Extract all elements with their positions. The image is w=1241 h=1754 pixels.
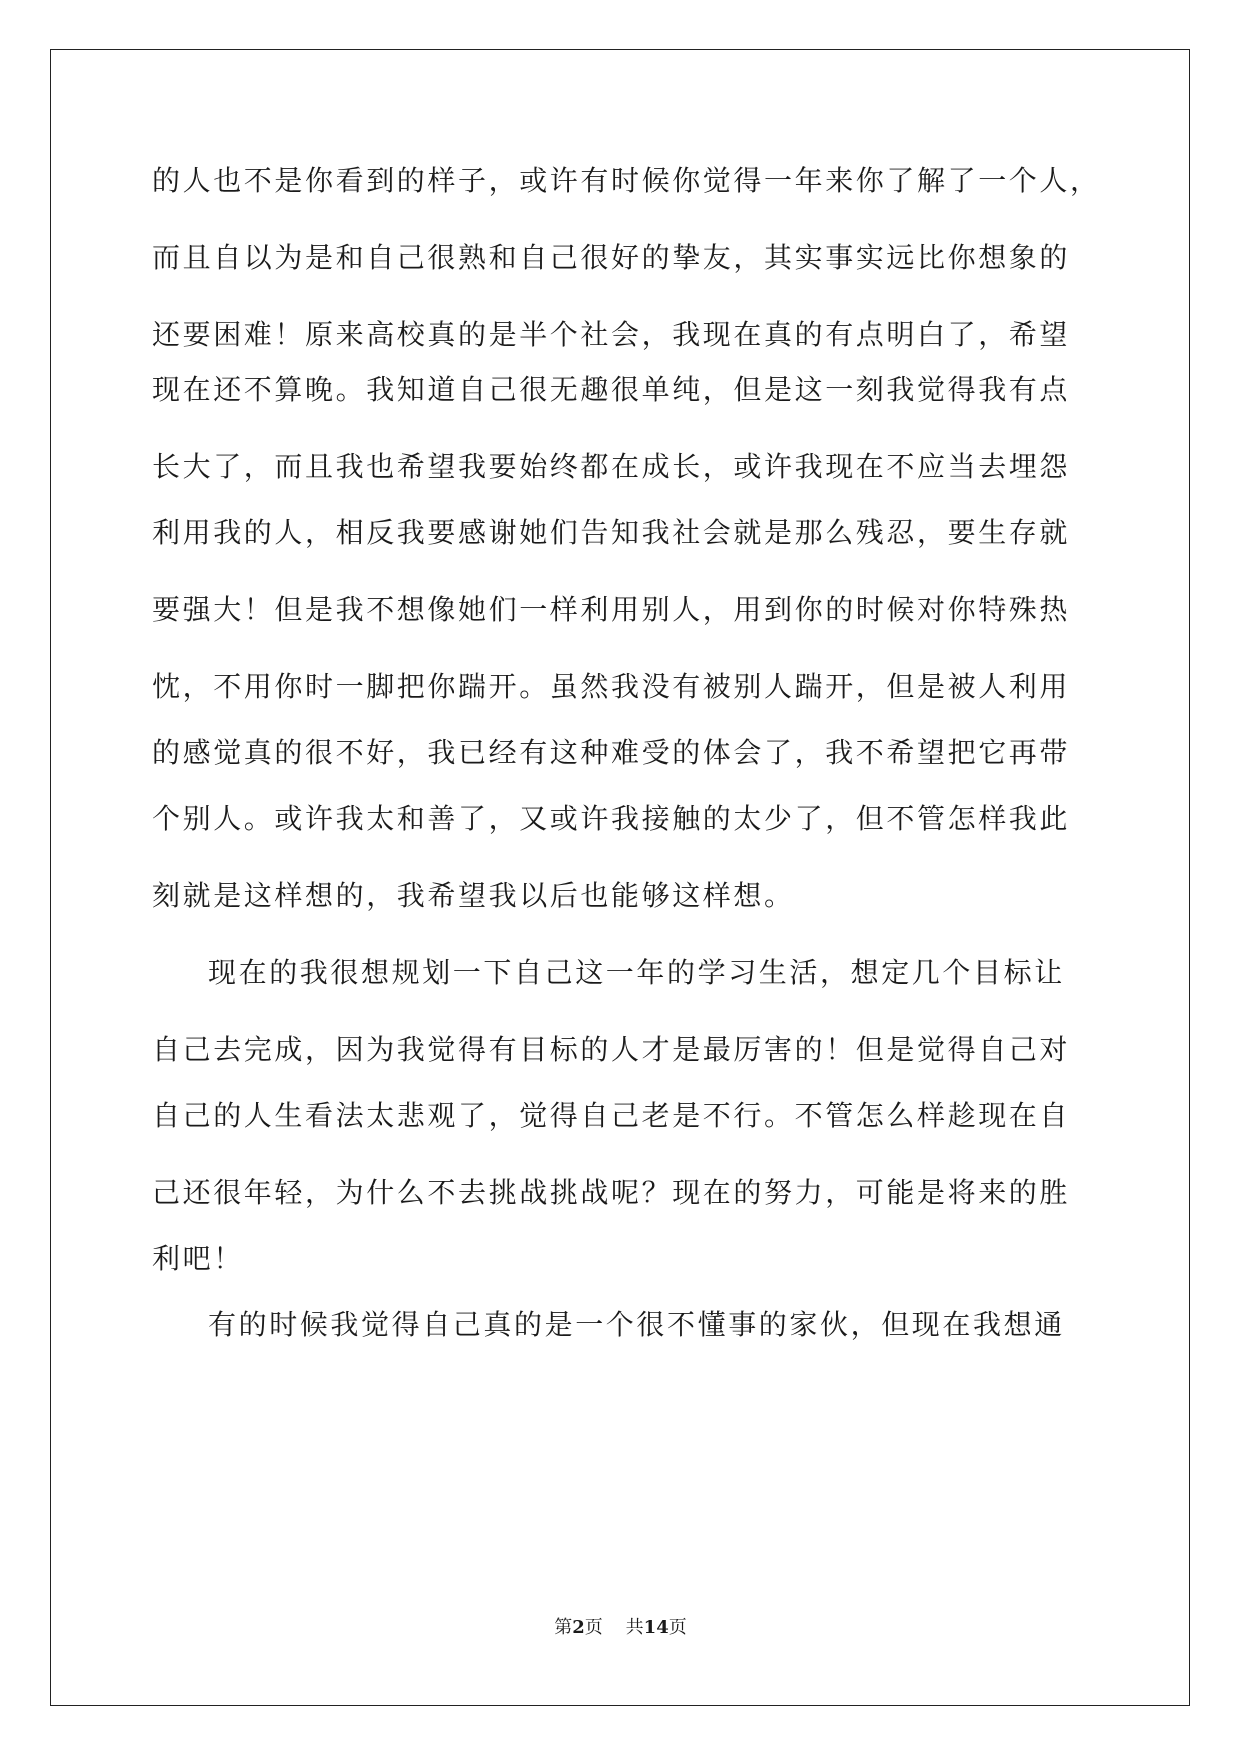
page-footer	[0, 1616, 1241, 1640]
text-line: 而且自以为是和自己很熟和自己很好的挚友，其实事实远比你想象的	[152, 241, 1071, 274]
text-line: 忱，不用你时一脚把你踹开。虽然我没有被别人踹开，但是被人利用	[152, 670, 1071, 703]
text-line: 长大了，而且我也希望我要始终都在成长，或许我现在不应当去埋怨	[152, 450, 1071, 483]
text-line: 己还很年轻，为什么不去挑战挑战呢？现在的努力，可能是将来的胜	[152, 1176, 1071, 1209]
text-line: 的人也不是你看到的样子，或许有时候你觉得一年来你了解了一个人，	[152, 164, 1101, 197]
total-suffix: 页	[668, 1617, 687, 1638]
text-line: 自己去完成，因为我觉得有目标的人才是最厉害的！但是觉得自己对	[152, 1033, 1071, 1066]
text-line: 刻就是这样想的，我希望我以后也能够这样想。	[152, 879, 795, 912]
page-number: 2	[572, 1617, 585, 1638]
text-line: 现在的我很想规划一下自己这一年的学习生活，想定几个目标让	[208, 956, 1065, 989]
text-line: 自己的人生看法太悲观了，觉得自己老是不行。不管怎么样趁现在自	[152, 1099, 1071, 1132]
total-pages: 14	[643, 1617, 669, 1638]
text-line: 现在还不算晚。我知道自己很无趣很单纯，但是这一刻我觉得我有点	[152, 373, 1071, 406]
text-line: 利用我的人，相反我要感谢她们告知我社会就是那么残忍，要生存就	[152, 516, 1071, 549]
text-line: 有的时候我觉得自己真的是一个很不懂事的家伙，但现在我想通	[208, 1308, 1065, 1341]
total-prefix: 共	[625, 1617, 644, 1638]
text-line: 利吧！	[152, 1242, 244, 1275]
text-line: 的感觉真的很不好，我已经有这种难受的体会了，我不希望把它再带	[152, 736, 1071, 769]
page-prefix: 第	[554, 1617, 573, 1638]
text-line: 还要困难！原来高校真的是半个社会，我现在真的有点明白了，希望	[152, 318, 1071, 351]
text-line: 个别人。或许我太和善了，又或许我接触的太少了，但不管怎样我此	[152, 802, 1071, 835]
page-suffix: 页	[584, 1617, 603, 1638]
text-line: 要强大！但是我不想像她们一样利用别人，用到你的时候对你特殊热	[152, 593, 1071, 626]
